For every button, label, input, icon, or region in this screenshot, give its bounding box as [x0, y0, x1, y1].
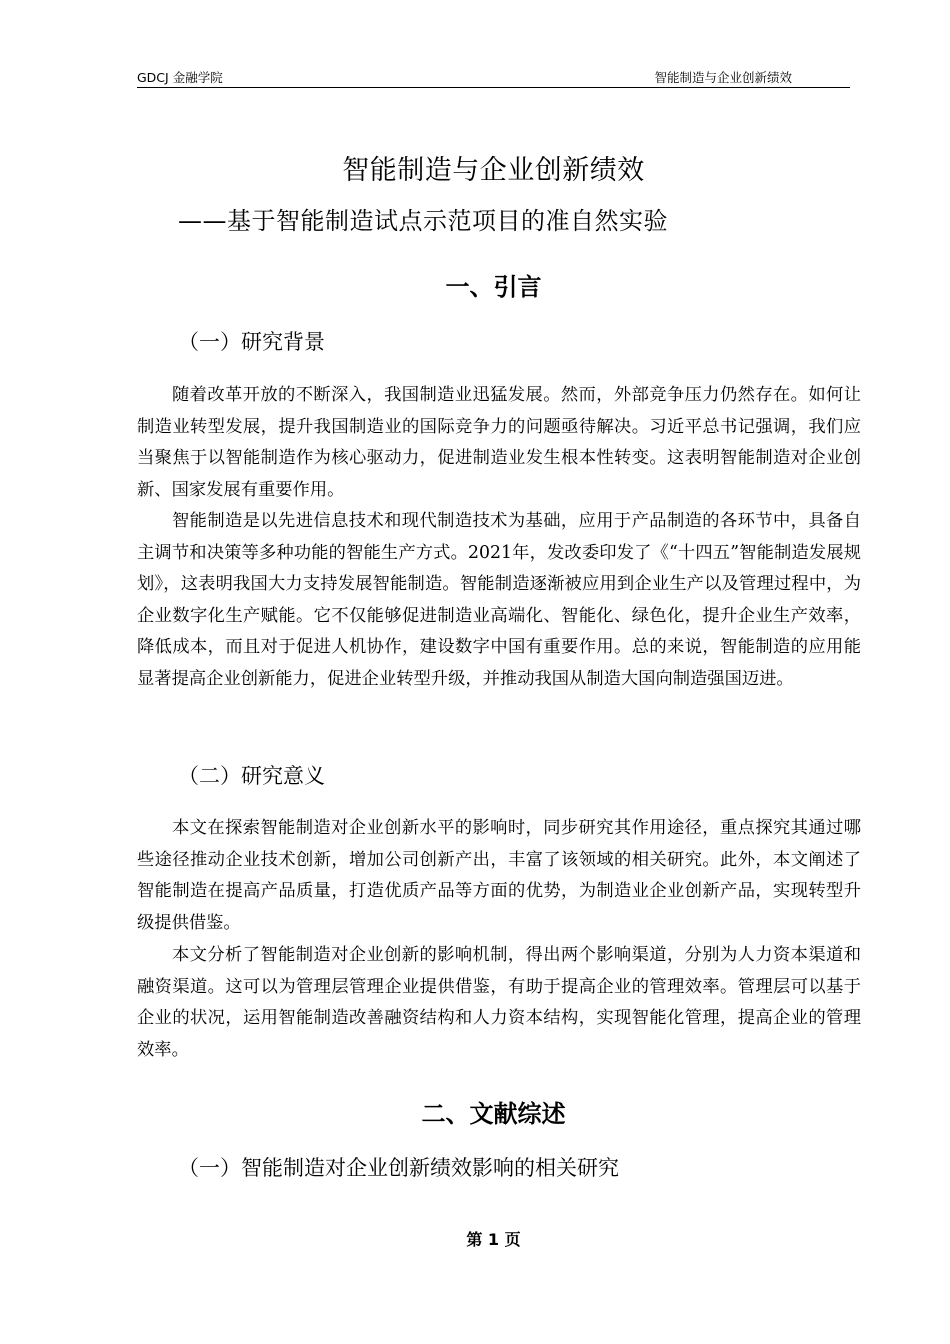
subsection-heading-related-research: （一）智能制造对企业创新绩效影响的相关研究	[178, 1156, 619, 1180]
paragraph-background-1: 随着改革开放的不断深入，我国制造业迅猛发展。然而，外部竞争压力仍然存在。如何让制造业转型发展，提升我国制造业的国际竞争力的问题亟待解决。习近平总书记强调，我们应当聚焦于以智能制造作为核心驱动力，促进制造业发生根本性转变。这表明智能制造对企业创新、国家发展有重要作用。	[137, 385, 861, 500]
document-subtitle: ——基于智能制造试点示范项目的准自然实验	[178, 207, 668, 235]
paragraph-significance-2: 本文分析了智能制造对企业创新的影响机制，得出两个影响渠道，分别为人力资本渠道和融资渠道。这可以为管理层管理企业提供借鉴，有助于提高企业的管理效率。管理层可以基于企业的状况，运用智能制造改善融资结构和人力资本结构，实现智能化管理，提高企业的管理效率。	[137, 945, 861, 1060]
document-title: 智能制造与企业创新绩效	[342, 155, 645, 186]
section-heading-introduction: 一、引言	[445, 273, 542, 301]
paragraph-significance-1: 本文在探索智能制造对企业创新水平的影响时，同步研究其作用途径，重点探究其通过哪些途径推动企业技术创新，增加公司创新产出，丰富了该领域的相关研究。此外，本文阐述了智能制造在提高产品质量，打造优质产品等方面的优势，为制造业企业创新产品，实现转型升级提供借鉴。	[137, 818, 861, 933]
subsection-heading-background: （一）研究背景	[178, 330, 325, 354]
header-institution: GDCJ 金融学院	[137, 70, 223, 85]
page-number: 第 1 页	[466, 1230, 521, 1249]
header-doc-title: 智能制造与企业创新绩效	[654, 70, 792, 85]
paragraph-background-2: 智能制造是以先进信息技术和现代制造技术为基础，应用于产品制造的各环节中，具备自主调节和决策等多种功能的智能生产方式。2021年，发改委印发了《“十四五”智能制造发展规划》，这表明我国大力支持发展智能制造。智能制造逐渐被应用到企业生产以及管理过程中，为企业数字化生产赋能。它不仅能够促进制造业高端化、智能化、绿色化，提升企业生产效率，降低成本，而且对于促进人机协作，建设数字中国有重要作用。总的来说，智能制造的应用能显著提高企业创新能力，促进企业转型升级，并推动我国从制造大国向制造强国迈进。	[137, 511, 861, 689]
subsection-heading-significance: （二）研究意义	[178, 764, 325, 788]
page-header	[137, 66, 850, 88]
section-heading-literature-review: 二、文献综述	[421, 1100, 566, 1128]
